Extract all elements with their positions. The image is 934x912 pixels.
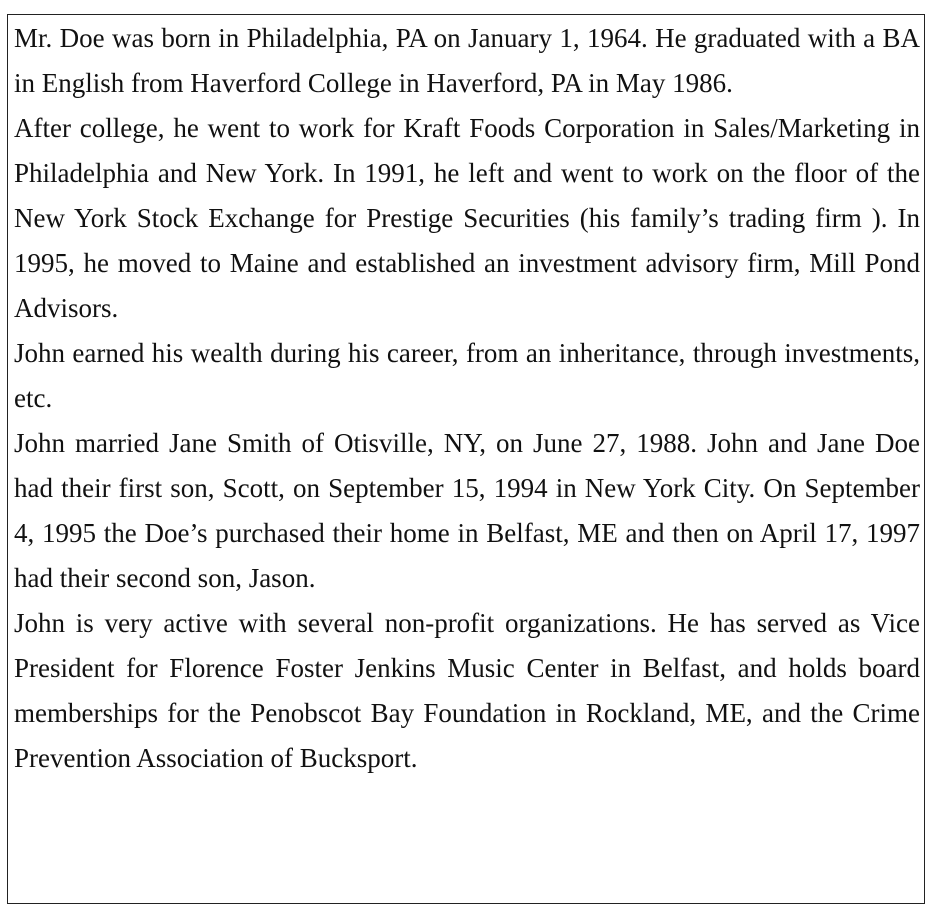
paragraph-wealth: John earned his wealth during his career, from an inheritance, through investments, etc. [14, 338, 920, 413]
paragraph-family: John married Jane Smith of Otisville, NY, on June 27, 1988. John and Jane Doe had their first son, Scott, on September 15, 1994 in New York City. On September 4, 1995 the Doe’s purchased their home in Belfast, ME and then on April 17, 1997 had their second son, Jason. [14, 428, 920, 593]
clipped-heading-remnant [0, 0, 934, 14]
biography-text-box [7, 14, 925, 904]
paragraph-nonprofit: John is very active with several non-profit organizations. He has served as Vice President for Florence Foster Jenkins Music Center in Belfast, and holds board memberships for the Penobscot Bay Foundation in Rockland, ME, and the Crime Prevention Association of Bucksport. [14, 608, 920, 773]
paragraph-career: After college, he went to work for Kraft Foods Corporation in Sales/​Marketing in Philadelphia and New York. In 1991, he left and went to work on the floor of the New York Stock Exchange for Prestige Securities (his family’s trading firm ). In 1995, he moved to Maine and established an investment advisory firm, Mill Pond Advisors. [14, 113, 920, 323]
paragraph-birth-education: Mr. Doe was born in Philadelphia, PA on January 1, 1964. He graduated with a BA in English from Haverford College in Haverford, PA in May 1986. [14, 23, 920, 98]
